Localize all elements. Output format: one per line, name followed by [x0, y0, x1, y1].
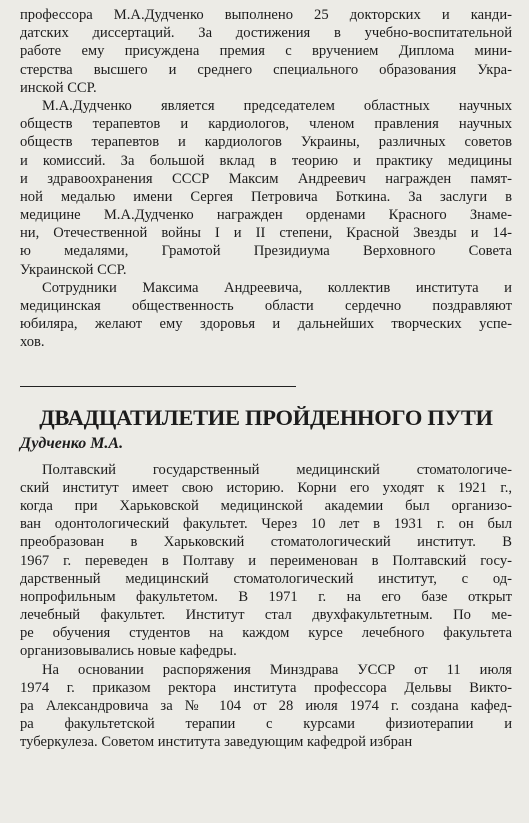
- text-line: медицинская общественность области сердечно поздравляют: [20, 298, 512, 314]
- text-line: Сотрудники Максима Андреевича, коллектив института и: [42, 279, 512, 296]
- text-line: ной медалью имени Сергея Петровича Боткина. За заслуги в: [20, 188, 512, 205]
- text-line: преобразован в Харьковский стоматологический институт. В: [20, 534, 512, 551]
- text-line: юбиляра, желают ему здоровья и дальнейших творческих успе-: [20, 316, 512, 333]
- text-line: организовывались новые кафедры.: [20, 643, 237, 660]
- paragraph: [20, 461, 512, 661]
- text-line: и здравоохранения СССР Максим Андреевич награжден памят-: [20, 170, 512, 187]
- text-line: ре обучения студентов на каждом курсе лечебного факультета: [20, 625, 512, 642]
- text-line: ни, Отечественной войны I и II степени, Красной Звезды и 14-: [20, 225, 512, 242]
- text-line: ван одонтологический факультет. Через 10 лет в 1931 г. он был: [20, 516, 512, 533]
- text-line: когда при Харьковской медицинской академии был организо-: [20, 497, 512, 514]
- text-line: Украинской ССР.: [20, 261, 127, 278]
- text-line: хов.: [20, 334, 45, 351]
- paragraph: [20, 661, 512, 752]
- text-line: туберкулеза. Советом института заведующим кафедрой избран: [20, 734, 413, 751]
- text-line: М.А.Дудченко является председателем областных научных: [42, 97, 512, 114]
- top-section: [20, 6, 512, 352]
- text-line: обществ терапевтов и кардиологов Украины, различных советов: [20, 134, 512, 151]
- text-line: ра Александровича за № 104 от 28 июля 1974 г. создана кафед-: [20, 698, 512, 714]
- paragraph: [20, 97, 512, 279]
- text-line: медицине М.А.Дудченко награжден орденами Красного Знаме-: [20, 207, 512, 224]
- text-line: ю медалями, Грамотой Президиума Верховного Совета: [20, 243, 512, 260]
- paragraph: [20, 6, 512, 97]
- text-line: 1967 г. переведен в Полтаву и переименован в Полтавский госу-: [20, 552, 512, 569]
- text-line: датских диссертаций. За достижения в учебно-воспитательной: [20, 25, 512, 42]
- text-line: профессора М.А.Дудченко выполнено 25 докторских и канди-: [20, 7, 512, 23]
- article-title: ДВАДЦАТИЛЕТИЕ ПРОЙДЕННОГО ПУТИ: [39, 404, 493, 430]
- text-line: работе ему присуждена премия с вручением Диплома мини-: [20, 43, 512, 60]
- document-page: [20, 6, 512, 752]
- text-line: обществ терапевтов и кардиологов, членом правления научных: [20, 116, 512, 133]
- text-line: Полтавский государственный медицинский стоматологиче-: [42, 461, 512, 478]
- text-line: ра факультетской терапии с курсами физиотерапии и: [20, 716, 512, 733]
- paragraph: [20, 279, 512, 352]
- text-line: лечебный факультет. Институт стал двухфакультетным. По ме-: [20, 607, 512, 624]
- text-line: ский институт имеет свою историю. Корни его уходят к 1921 г.,: [20, 479, 512, 496]
- text-line: 1974 г. приказом ректора института профессора Дельвы Викто-: [20, 679, 512, 696]
- article-author: Дудченко М.А.: [20, 434, 124, 452]
- text-line: дарственный медицинский стоматологический институт, с од-: [20, 570, 512, 587]
- section-divider: [20, 386, 296, 387]
- text-line: На основании распоряжения Минздрава УССР от 11 июля: [42, 661, 512, 678]
- text-line: и комиссий. За большой вклад в теорию и практику медицины: [20, 152, 512, 169]
- article-body: [20, 461, 512, 752]
- text-line: стерства высшего и среднего специального образования Укра-: [20, 61, 512, 78]
- text-line: нопрофильным факультетом. В 1971 г. на его базе открыт: [20, 588, 512, 605]
- text-line: инской ССР.: [20, 79, 97, 96]
